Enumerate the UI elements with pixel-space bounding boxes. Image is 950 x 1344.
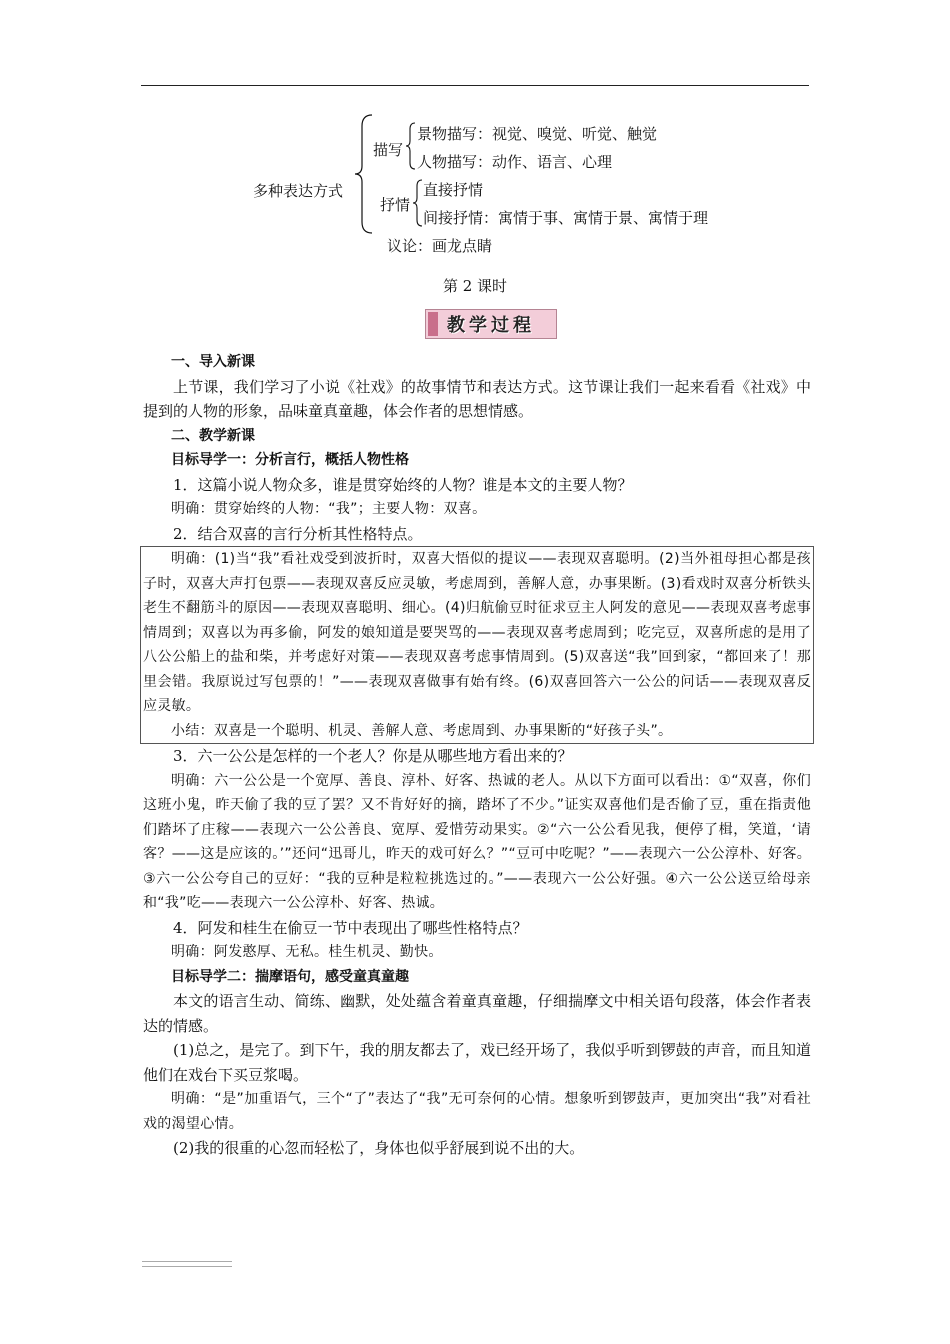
section-banner (425, 309, 557, 339)
scenery-description: 景物描写：视觉、嗅觉、听觉、触觉 (417, 125, 658, 143)
diagram-root: 多种表达方式 (253, 182, 344, 200)
lesson-title: 第 2 课时 (442, 277, 508, 295)
question: 1．这篇小说人物众多，谁是贯穿始终的人物？谁是本文的主要人物？ (173, 475, 633, 494)
question: 2．结合双喜的言行分析其性格特点。 (173, 524, 423, 543)
indirect-lyric: 间接抒情：寓情于事、寓情于景、寓情于理 (423, 209, 709, 227)
banner-decoration (428, 312, 438, 336)
answer: 明确：“是”加重语气，三个“了”表达了“我”无可奈何的心情。想象听到锣鼓声，更加突出“我”对看社戏的渴望心情。 (143, 1091, 811, 1132)
goal-heading: 目标导学二：揣摩语句，感受童真童趣 (171, 968, 409, 985)
paragraph: 本文的语言生动、简练、幽默，处处蕴含着童真童趣，仔细揣摩文中相关语句段落，体会作者表达的情感。 (143, 992, 811, 1035)
answer: 明确：(1)当“我”看社戏受到波折时，双喜大悟似的提议——表现双喜聪明。(2)当外祖母担心都是孩子时，双喜大声打包票——表现双喜反应灵敏，考虑周到，善解人意，办事果断。(3)看戏时双喜分析铁头老生不翻筋斗的原因——表现双喜聪明、细心。(4)归航偷豆时征求豆主人阿发的意见——表现双喜考虑事情周到；双喜以为再多偷，阿发的娘知道是要哭骂的——表现双喜考虑周到；吃完豆，双喜所虑的是用了八公公船上的盐和柴，并考虑好对策——表现双喜考虑事情周到。(5)双喜送“我”回到家，“都回来了！那里会错。我原说过写包票的！”——表现双喜做事有始有终。(6)双喜回答六一公公的问话——表现双喜反应灵敏。 (143, 551, 811, 714)
quote-paragraph: (2)我的很重的心忽而轻松了，身体也似乎舒展到说不出的大。 (173, 1139, 585, 1157)
character-description: 人物描写：动作、语言、心理 (417, 153, 613, 171)
intro-paragraph: 上节课，我们学习了小说《社戏》的故事情节和表达方式。这节课让我们一起来看看《社戏》中提到的人物的形象，品味童真童趣，体会作者的思想情感。 (143, 377, 811, 420)
summary: 小结：双喜是一个聪明、机灵、善解人意、考虑周到、办事果断的“好孩子头”。 (171, 722, 673, 739)
lesson-body (143, 350, 811, 1161)
lyric-label: 抒情 (380, 196, 411, 214)
footer-rule (142, 1261, 232, 1267)
describe-label: 描写 (373, 141, 404, 159)
question: 4．阿发和桂生在偷豆一节中表现出了哪些性格特点？ (173, 918, 528, 937)
section-heading: 一、导入新课 (171, 354, 255, 370)
argument-label: 议论：画龙点睛 (387, 237, 493, 255)
answer: 明确：阿发憨厚、无私。桂生机灵、勤快。 (171, 944, 443, 960)
banner-label: 教学过程 (447, 315, 535, 336)
answer: 明确：六一公公是一个宽厚、善良、淳朴、好客、热诚的老人。从以下方面可以看出：①“双喜，你们这班小鬼，昨天偷了我的豆了罢？又不肯好好的摘，踏坏了不少。”证实双喜他们是否偷了豆，重在指责他们踏坏了庄稼——表现六一公公善良、宽厚、爱惜劳动果实。②“六一公公看见我，便停了楫，笑道，‘请客？——这是应该的。’”还问“迅哥儿，昨天的戏可好么？”“豆可中吃呢？”——表现六一公公淳朴、好客。③六一公公夸自己的豆好：“我的豆种是粒粒挑选过的。”——表现六一公公好强。④六一公公送豆给母亲和“我”吃——表现六一公公淳朴、好客、热诚。 (143, 772, 811, 911)
answer-box (140, 546, 814, 744)
direct-lyric: 直接抒情 (423, 181, 484, 199)
goal-heading: 目标导学一：分析言行，概括人物性格 (171, 452, 409, 468)
header-rule (141, 85, 809, 86)
question: 3．六一公公是怎样的一个老人？你是从哪些地方看出来的？ (173, 747, 573, 765)
describe-brace (405, 121, 417, 171)
main-brace (352, 112, 376, 236)
section-heading: 二、教学新课 (171, 427, 255, 444)
answer: 明确：贯穿始终的人物：“我”；主要人物：双喜。 (171, 501, 487, 517)
quote-paragraph: (1)总之，是完了。到下午，我的朋友都去了，戏已经开场了，我似乎听到锣鼓的声音，而且知道他们在戏台下买豆浆喝。 (143, 1041, 811, 1084)
